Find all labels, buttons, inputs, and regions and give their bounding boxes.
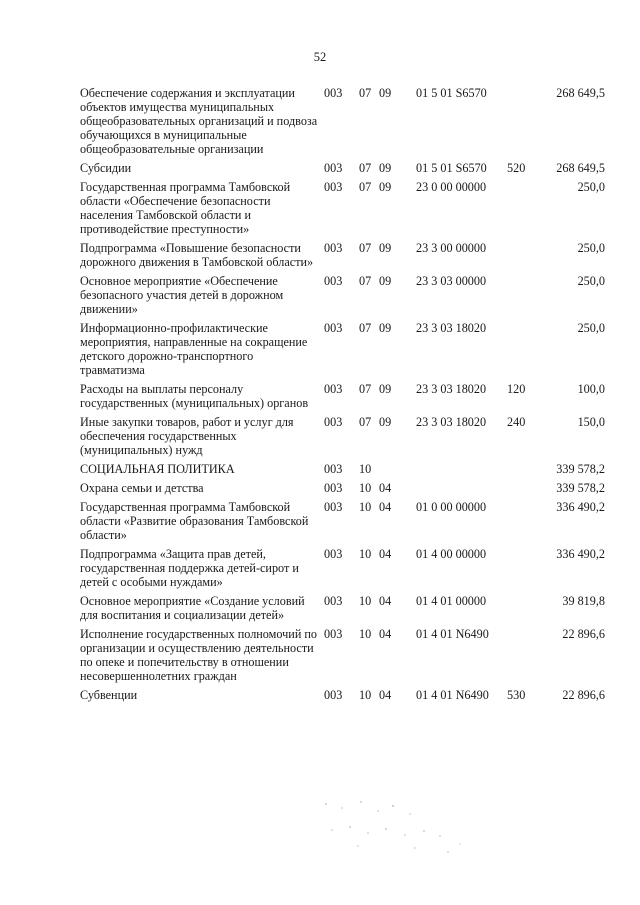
row-section-code: 07	[359, 382, 372, 396]
table-row	[80, 627, 605, 688]
row-section-code: 10	[359, 688, 372, 702]
row-target-item-code: 23 3 00 00000	[416, 241, 487, 255]
row-expense-type-code	[507, 594, 537, 627]
scan-noise-marks	[320, 800, 480, 860]
row-target-item-code: 23 0 00 00000	[416, 180, 487, 194]
row-gr-code: 003	[324, 688, 343, 702]
row-amount: 39 819,8	[562, 594, 605, 608]
row-amount: 339 578,2	[556, 462, 605, 476]
table-row	[80, 382, 605, 415]
table-row	[80, 86, 605, 161]
table-row	[80, 415, 605, 462]
row-target-item-code: 23 3 03 18020	[416, 382, 487, 396]
table-row	[80, 274, 605, 321]
row-expense-type-code	[507, 86, 537, 161]
row-gr-code: 003	[324, 594, 343, 608]
row-gr-code: 003	[324, 321, 343, 335]
row-section-code: 07	[359, 161, 372, 175]
row-section-code: 07	[359, 415, 372, 429]
row-amount: 268 649,5	[556, 86, 605, 100]
table-row	[80, 161, 605, 180]
row-subsection-code	[379, 462, 416, 481]
row-name: Информационно-профилактические мероприятия, направленные на сокращение детского дорожно-транспортного травматизма	[80, 321, 308, 377]
row-expense-type-code	[507, 321, 537, 382]
row-target-item-code	[416, 462, 507, 481]
table-row	[80, 180, 605, 241]
row-name: Подпрограмма «Защита прав детей, государственная поддержка детей-сирот и детей с особыми нуждами»	[80, 547, 299, 589]
table-row	[80, 547, 605, 594]
row-subsection-code: 09	[379, 415, 392, 429]
row-target-item-code: 23 3 03 18020	[416, 321, 487, 335]
row-target-item-code: 01 4 00 00000	[416, 547, 487, 561]
row-name: Обеспечение содержания и эксплуатации объектов имущества муниципальных общеобразовательных организаций и подвоза обучающихся в муниципальные общеобразовательные организации	[80, 86, 318, 156]
row-expense-type-code	[507, 180, 537, 241]
row-expense-type-code: 120	[507, 382, 526, 396]
row-section-code: 07	[359, 274, 372, 288]
row-target-item-code: 01 4 01 N6490	[416, 688, 489, 702]
row-target-item-code: 01 5 01 S6570	[416, 161, 487, 175]
row-gr-code: 003	[324, 382, 343, 396]
row-section-code: 07	[359, 180, 372, 194]
page-number: 52	[313, 50, 327, 64]
row-subsection-code: 04	[379, 547, 392, 561]
row-section-code: 07	[359, 321, 372, 335]
row-subsection-code: 09	[379, 241, 392, 255]
row-name: Расходы на выплаты персоналу государственных (муниципальных) органов	[80, 382, 309, 410]
row-section-code: 10	[359, 500, 372, 514]
row-name: Государственная программа Тамбовской области «Обеспечение безопасности населения Тамбовской области и противодействие преступности»	[80, 180, 291, 236]
table-row	[80, 500, 605, 547]
row-subsection-code: 09	[379, 161, 392, 175]
row-gr-code: 003	[324, 500, 343, 514]
row-gr-code: 003	[324, 274, 343, 288]
row-expense-type-code	[507, 500, 537, 547]
table-body	[80, 86, 605, 707]
row-expense-type-code	[507, 274, 537, 321]
row-target-item-code: 01 0 00 00000	[416, 500, 487, 514]
row-amount: 150,0	[577, 415, 605, 429]
row-name: Иные закупки товаров, работ и услуг для обеспечения государственных (муниципальных) нужд	[80, 415, 294, 457]
row-name: СОЦИАЛЬНАЯ ПОЛИТИКА	[80, 462, 235, 476]
row-section-code: 07	[359, 241, 372, 255]
row-amount: 250,0	[577, 241, 605, 255]
row-name: Субвенции	[80, 688, 138, 702]
row-expense-type-code	[507, 627, 537, 688]
row-name: Государственная программа Тамбовской области «Развитие образования Тамбовской области»	[80, 500, 309, 542]
budget-table	[80, 86, 605, 707]
table-row	[80, 462, 605, 481]
row-amount: 100,0	[577, 382, 605, 396]
row-gr-code: 003	[324, 462, 343, 476]
row-expense-type-code: 530	[507, 688, 526, 702]
row-subsection-code: 09	[379, 86, 392, 100]
table-row	[80, 321, 605, 382]
row-section-code: 07	[359, 86, 372, 100]
row-target-item-code: 01 4 01 00000	[416, 594, 487, 608]
row-gr-code: 003	[324, 627, 343, 641]
row-target-item-code	[416, 481, 507, 500]
row-expense-type-code	[507, 462, 537, 481]
row-amount: 339 578,2	[556, 481, 605, 495]
row-name: Основное мероприятие «Создание условий для воспитания и социализации детей»	[80, 594, 305, 622]
row-gr-code: 003	[324, 161, 343, 175]
row-amount: 250,0	[577, 180, 605, 194]
row-target-item-code: 01 5 01 S6570	[416, 86, 487, 100]
row-subsection-code: 04	[379, 627, 392, 641]
row-name: Охрана семьи и детства	[80, 481, 204, 495]
row-target-item-code: 01 4 01 N6490	[416, 627, 489, 641]
row-name: Субсидии	[80, 161, 132, 175]
row-name: Основное мероприятие «Обеспечение безопасного участия детей в дорожном движении»	[80, 274, 284, 316]
table-row	[80, 481, 605, 500]
row-amount: 268 649,5	[556, 161, 605, 175]
row-target-item-code: 23 3 03 00000	[416, 274, 487, 288]
table-row	[80, 241, 605, 274]
row-subsection-code: 09	[379, 180, 392, 194]
row-target-item-code: 23 3 03 18020	[416, 415, 487, 429]
row-expense-type-code	[507, 481, 537, 500]
row-gr-code: 003	[324, 415, 343, 429]
table-row	[80, 594, 605, 627]
row-amount: 22 896,6	[562, 688, 605, 702]
row-subsection-code: 04	[379, 688, 392, 702]
row-name: Исполнение государственных полномочий по организации и осуществлению деятельности по опеке и попечительству в отношении несовершеннолетних граждан	[80, 627, 317, 683]
row-section-code: 10	[359, 547, 372, 561]
row-expense-type-code: 520	[507, 161, 526, 175]
row-name: Подпрограмма «Повышение безопасности дорожного движения в Тамбовской области»	[80, 241, 314, 269]
row-section-code: 10	[359, 481, 372, 495]
row-gr-code: 003	[324, 180, 343, 194]
row-expense-type-code	[507, 547, 537, 594]
row-amount: 336 490,2	[556, 500, 605, 514]
row-gr-code: 003	[324, 481, 343, 495]
row-section-code: 10	[359, 462, 372, 476]
row-subsection-code: 09	[379, 274, 392, 288]
row-subsection-code: 04	[379, 500, 392, 514]
row-subsection-code: 09	[379, 382, 392, 396]
row-expense-type-code	[507, 241, 537, 274]
row-subsection-code: 04	[379, 481, 392, 495]
row-section-code: 10	[359, 594, 372, 608]
row-subsection-code: 09	[379, 321, 392, 335]
row-amount: 250,0	[577, 274, 605, 288]
row-amount: 22 896,6	[562, 627, 605, 641]
row-gr-code: 003	[324, 241, 343, 255]
row-subsection-code: 04	[379, 594, 392, 608]
row-gr-code: 003	[324, 547, 343, 561]
row-expense-type-code: 240	[507, 415, 526, 429]
row-section-code: 10	[359, 627, 372, 641]
table-row	[80, 688, 605, 707]
row-amount: 250,0	[577, 321, 605, 335]
row-gr-code: 003	[324, 86, 343, 100]
row-amount: 336 490,2	[556, 547, 605, 561]
